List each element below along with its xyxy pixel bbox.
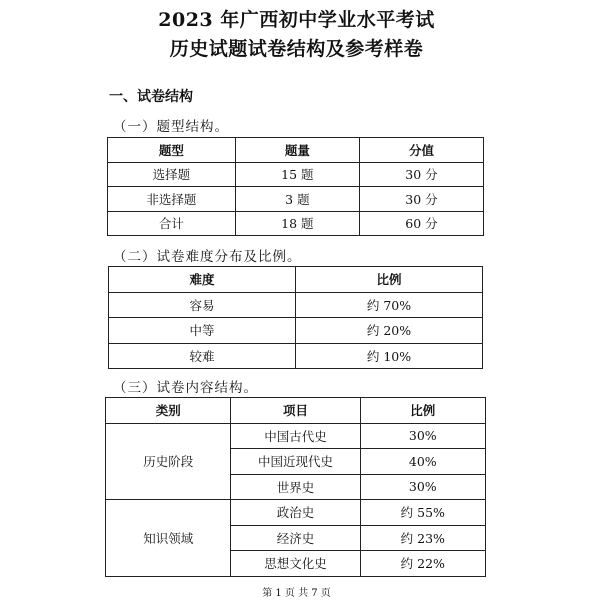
table-cell: 容易: [109, 292, 296, 318]
table-header-row: [106, 398, 486, 424]
table-cell: 政治史: [231, 500, 360, 526]
table-cell: 约 22%: [360, 551, 485, 577]
table-row: [108, 162, 484, 187]
table-cell: 30 分: [359, 187, 483, 212]
table-cell: 世界史: [231, 474, 360, 500]
subheading-difficulty: （二）试卷难度分布及比例。: [113, 249, 302, 265]
table-cell: 约 55%: [360, 500, 485, 526]
table-cell: 选择题: [108, 162, 236, 187]
table-header-row: [108, 138, 484, 163]
question-type-table: [107, 137, 484, 236]
title-line-1: 2023 年广西初中学业水平考试: [158, 9, 435, 31]
table-cell: 中等: [109, 318, 296, 344]
table-cell: 3 题: [235, 187, 359, 212]
header-cell-item: 项目: [231, 398, 360, 424]
table-cell: 中国近现代史: [231, 449, 360, 475]
table-cell: 思想文化史: [231, 551, 360, 577]
table-cell: 较难: [109, 343, 296, 369]
table-cell: 合计: [108, 211, 236, 236]
table-cell: 18 题: [235, 211, 359, 236]
table-cell: 40%: [360, 449, 485, 475]
difficulty-table: [108, 266, 483, 369]
header-cell-difficulty: 难度: [109, 267, 296, 293]
subheading-question-types: （一）题型结构。: [113, 119, 229, 135]
table-row: [106, 500, 486, 526]
section-heading-structure: 一、试卷结构: [109, 89, 193, 105]
table-cell: 约 23%: [360, 525, 485, 551]
page-footer: 第 1 页 共 7 页: [262, 588, 331, 599]
table-row: [108, 211, 484, 236]
table-cell: 约 10%: [296, 343, 483, 369]
subheading-content-structure: （三）试卷内容结构。: [113, 380, 258, 396]
table-cell: 中国古代史: [231, 423, 360, 449]
header-cell-ratio: 比例: [360, 398, 485, 424]
header-cell-category: 类别: [106, 398, 231, 424]
header-cell-score: 分值: [359, 138, 483, 163]
table-cell: 30%: [360, 474, 485, 500]
table-row: [109, 292, 483, 318]
header-cell-count: 题量: [235, 138, 359, 163]
table-cell: 60 分: [359, 211, 483, 236]
table-cell: 30%: [360, 423, 485, 449]
table-cell: 约 70%: [296, 292, 483, 318]
table-row: [109, 318, 483, 344]
table-row: [108, 187, 484, 212]
header-cell-type: 题型: [108, 138, 236, 163]
table-cell: 非选择题: [108, 187, 236, 212]
table-cell: 15 题: [235, 162, 359, 187]
title-line-2: 历史试题试卷结构及参考样卷: [169, 38, 424, 60]
table-cell: 经济史: [231, 525, 360, 551]
category-cell: 知识领域: [106, 500, 231, 577]
table-row: [109, 343, 483, 369]
header-cell-ratio: 比例: [296, 267, 483, 293]
table-cell: 30 分: [359, 162, 483, 187]
content-structure-table: [105, 397, 486, 577]
table-header-row: [109, 267, 483, 293]
category-cell: 历史阶段: [106, 423, 231, 500]
table-row: [106, 423, 486, 449]
table-cell: 约 20%: [296, 318, 483, 344]
